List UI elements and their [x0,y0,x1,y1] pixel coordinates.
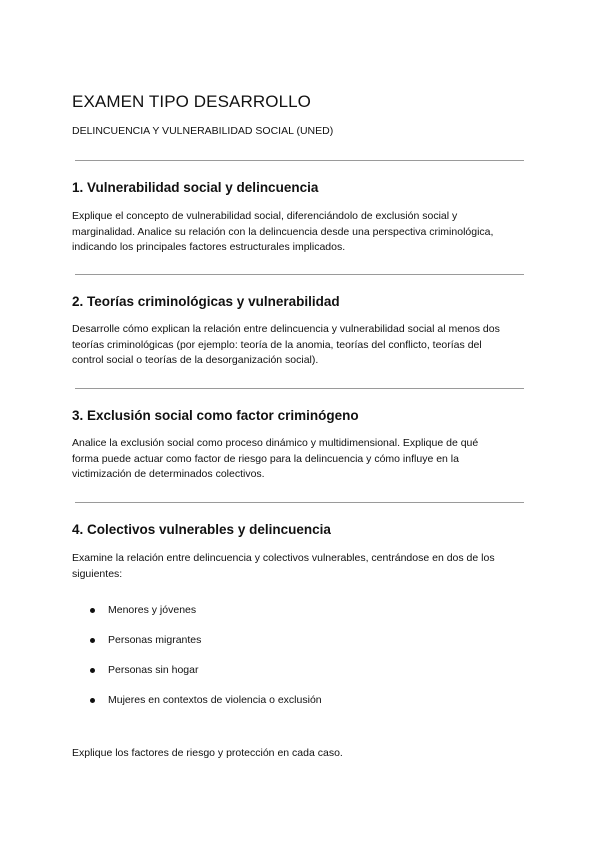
section-2-line: teorías criminológicas (por ejemplo: teoría de la anomia, teorías del conflicto, teorías del [72,338,482,351]
section-2-heading: 2. Teorías criminológicas y vulnerabilidad [72,294,340,309]
bullet-icon [90,668,95,673]
section-divider [75,274,524,275]
section-4-closing: Explique los factores de riesgo y protección en cada caso. [72,747,343,759]
bullet-icon [90,638,95,643]
section-divider [75,388,524,389]
list-item-label: Personas migrantes [108,634,202,646]
section-1-line: indicando los principales factores estructurales implicados. [72,241,346,253]
section-1-line: marginalidad. Analice su relación con la delincuencia desde una perspectiva criminológica, [72,225,494,238]
list-item [72,633,322,663]
list-item [72,603,322,633]
section-4-body [72,551,524,582]
section-3-line: forma puede actuar como factor de riesgo para la delincuencia y cómo influye en la [72,452,459,465]
list-item-label: Mujeres en contextos de violencia o exclusión [108,694,322,706]
section-1-body [72,209,524,256]
bullet-icon [90,608,95,613]
section-4-line: siguientes: [72,567,123,580]
section-4-line: Examine la relación entre delincuencia y colectivos vulnerables, centrándose en dos de los [72,552,495,564]
section-4-heading: 4. Colectivos vulnerables y delincuencia [72,522,331,537]
section-3-heading: 3. Exclusión social como factor criminógeno [72,408,359,423]
bullet-icon [90,698,95,703]
section-2-line: Desarrolle cómo explican la relación entre delincuencia y vulnerabilidad social al menos dos [72,323,500,335]
document-subtitle: DELINCUENCIA Y VULNERABILIDAD SOCIAL (UNED) [72,125,334,137]
section-1-line: Explique el concepto de vulnerabilidad social, diferenciándolo de exclusión social y [72,210,458,222]
vulnerable-groups-list [72,603,322,723]
list-item [72,693,322,723]
section-3-line: Analice la exclusión social como proceso dinámico y multidimensional. Explique de qué [72,437,479,449]
section-2-line: control social o teorías de la desorganización social). [72,354,319,366]
list-item [72,663,322,693]
list-item-label: Personas sin hogar [108,664,199,676]
section-1-heading: 1. Vulnerabilidad social y delincuencia [72,180,319,195]
list-item-label: Menores y jóvenes [108,604,197,616]
document-title: EXAMEN TIPO DESARROLLO [72,92,312,111]
section-2-body [72,322,524,369]
section-divider [75,502,524,503]
section-3-body [72,436,524,483]
section-divider [75,160,524,161]
section-3-line: victimización de determinados colectivos. [72,468,265,480]
